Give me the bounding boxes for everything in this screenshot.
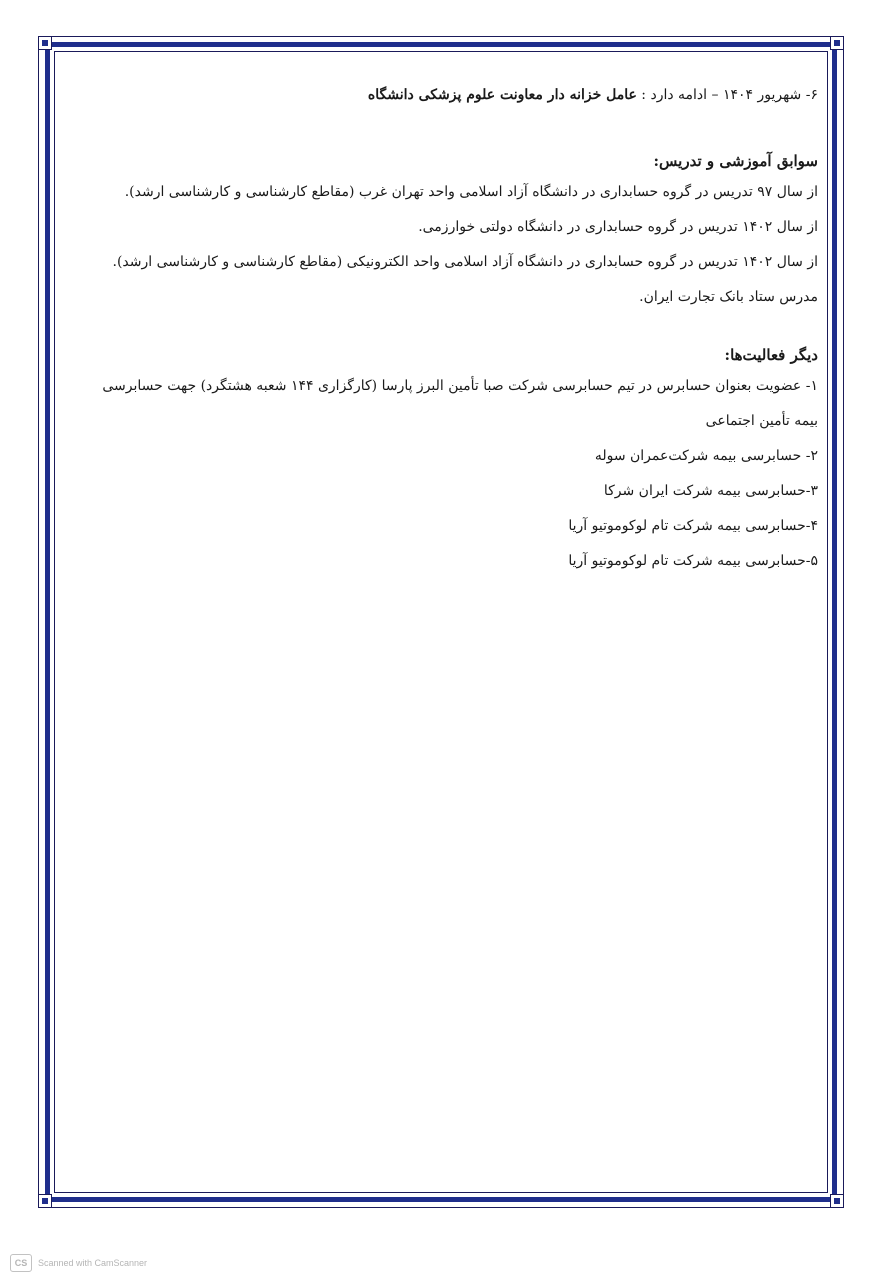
header-prefix: ۶- شهریور ۱۴۰۴ – ادامه دارد : — [636, 87, 818, 103]
teaching-line-2: از سال ۱۴۰۲ تدریس در گروه حسابداری در دانشگاه دولتی خوارزمی. — [418, 219, 818, 235]
corner-ornament-top-right — [830, 36, 844, 50]
corner-ornament-bottom-right — [830, 1194, 844, 1208]
activities-section-title: دیگر فعالیت‌ها: — [724, 346, 818, 364]
teaching-line-3: از سال ۱۴۰۲ تدریس در گروه حسابداری در دانشگاه آزاد اسلامی واحد الکترونیکی (مقاطع کارشناسی و کارشناسی ارشد). — [112, 254, 818, 270]
activity-line-1: ۱- عضویت بعنوان حسابرس در تیم حسابرسی شرکت صبا تأمین البرز پارسا (کارگزاری ۱۴۴ شعبه هشتگرد) جهت حسابرسی — [102, 378, 818, 394]
teaching-line-4: مدرس ستاد بانک تجارت ایران. — [639, 289, 818, 305]
activity-line-4: ۴-حسابرسی بیمه شرکت تام لوکوموتیو آریا — [568, 518, 818, 534]
header-line — [62, 78, 818, 113]
activity-line-1-continued: بیمه تأمین اجتماعی — [705, 413, 818, 429]
corner-ornament-bottom-left — [38, 1194, 52, 1208]
activity-line-2: ۲- حسابرسی بیمه شرکت‌عمران سوله — [594, 448, 818, 464]
activity-line-3: ۳-حسابرسی بیمه شرکت ایران شرکا — [603, 483, 818, 499]
scanner-watermark-text: Scanned with CamScanner — [38, 1258, 148, 1268]
corner-ornament-top-left — [38, 36, 52, 50]
teaching-section-title: سوابق آموزشی و تدریس: — [653, 152, 818, 170]
camscanner-logo-icon: CS — [10, 1254, 32, 1272]
activity-line-5: ۵-حسابرسی بیمه شرکت تام لوکوموتیو آریا — [568, 553, 818, 569]
scanner-watermark — [10, 1254, 147, 1272]
teaching-line-1: از سال ۹۷ تدریس در گروه حسابداری در دانشگاه آزاد اسلامی واحد تهران غرب (مقاطع کارشناسی و کارشناسی ارشد). — [124, 184, 818, 200]
header-title: عامل خزانه دار معاونت علوم پزشکی دانشگاه — [367, 87, 637, 103]
document-body — [62, 78, 818, 579]
